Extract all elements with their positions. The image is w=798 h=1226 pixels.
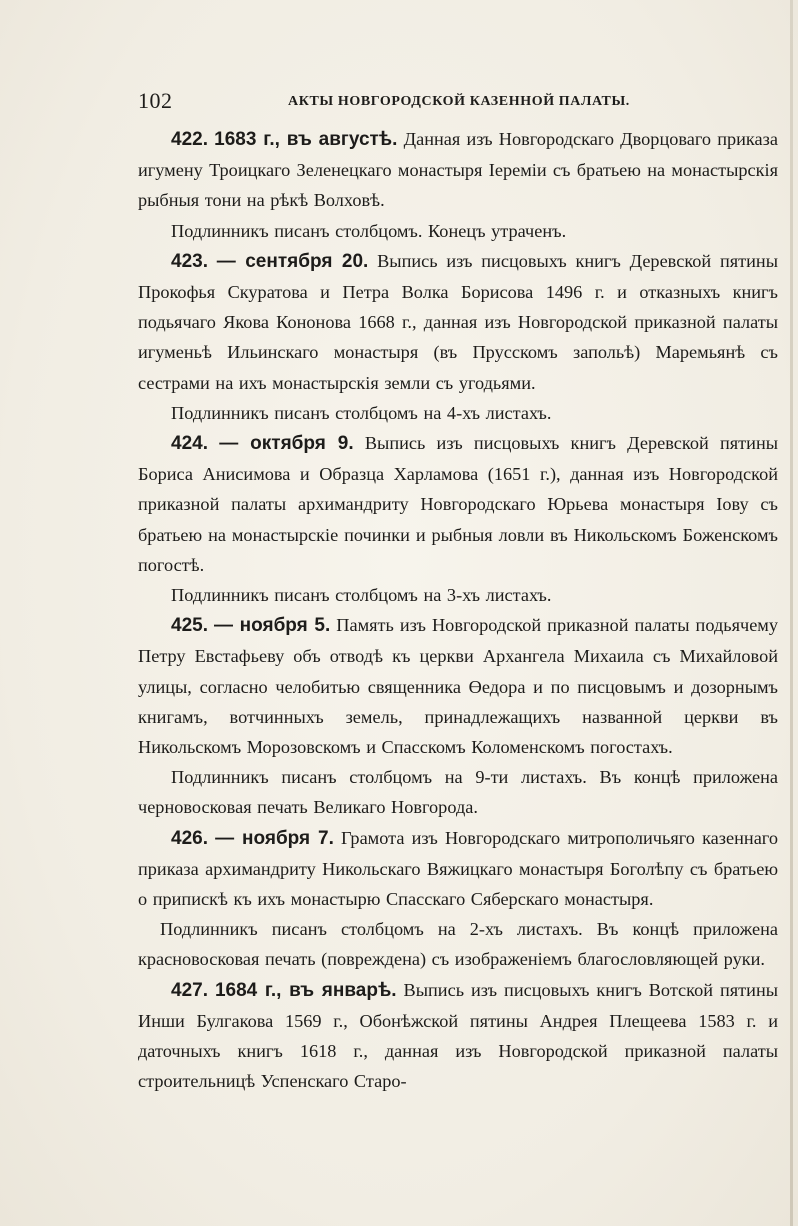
entry-number: 422. bbox=[171, 129, 208, 150]
entry-date: — ноября 5. bbox=[213, 615, 331, 637]
entry-note: Подлинникъ писанъ столбцомъ на 9-ти листахъ. Въ концѣ приложена черновосковая печать Великаго Новгорода. bbox=[138, 767, 778, 818]
entry-date: 1684 г., въ январѣ. bbox=[214, 979, 397, 1001]
entry-427 bbox=[138, 975, 778, 1097]
entry-date: — ноября 7. bbox=[215, 827, 334, 849]
entry-423 bbox=[138, 246, 778, 398]
entry-number: 427. bbox=[171, 979, 208, 1001]
page-edge-shadow bbox=[790, 0, 793, 1226]
entry-number: 424. bbox=[171, 433, 208, 455]
entry-date: — октября 9. bbox=[219, 433, 354, 455]
entry-number: 425. bbox=[171, 615, 208, 637]
entry-422 bbox=[138, 124, 778, 216]
page-body bbox=[138, 124, 778, 1097]
entry-note: Подлинникъ писанъ столбцомъ на 4-хъ листахъ. bbox=[171, 402, 552, 423]
entry-note: Подлинникъ писанъ столбцомъ на 2-хъ листахъ. Въ концѣ приложена красновосковая печать (повреждена) съ изображеніемъ благословляющей руки. bbox=[138, 919, 778, 970]
entry-date: 1683 г., въ августѣ. bbox=[214, 129, 398, 150]
entry-number: 426. bbox=[171, 827, 208, 849]
entry-text: Выпись изъ писцовыхъ книгъ Деревской пятины Прокофья Скуратова и Петра Волка Борисова 1496 г. и отказныхъ книгъ подьячаго Якова Кононова 1668 г., данная изъ Новгородской приказной палаты игуменьѣ Ильинскаго монастыря (въ Прусскомъ запольѣ) Маремьянѣ съ сестрами на ихъ монастырскія земли съ угодьями. bbox=[138, 250, 778, 393]
running-head: АКТЫ НОВГОРОДСКОЙ КАЗЕННОЙ ПАЛАТЫ. bbox=[288, 94, 630, 109]
entry-text: Данная изъ Новгородскаго Дворцоваго приказа игумену Троицкаго Зеленецкаго монастыря Іереміи съ братьею на монастырскія рыбныя тони на рѣкѣ Волховѣ. bbox=[138, 129, 778, 211]
entry-text: Память изъ Новгородской приказной палаты подьячему Петру Евстафьеву объ отводѣ къ церкви Архангела Михаила съ Михайловой улицы, согласно челобитью священника Өедора и по писцовымъ и дозорнымъ книгамъ, вотчинныхъ земель, принадлежащихъ названной церкви въ Никольскомъ Морозовскомъ и Спасскомъ Коломенскомъ погостахъ. bbox=[138, 615, 779, 758]
entry-date: — сентября 20. bbox=[216, 250, 369, 272]
entry-text: Выпись изъ писцовыхъ книгъ Вотской пятины Инши Булгакова 1569 г., Обонѣжской пятины Андрея Плещеева 1583 г. и даточныхъ книгъ 1618 г., данная изъ Новгородской приказной палаты строительницѣ Успенскаго Старо- bbox=[138, 979, 779, 1092]
entry-425 bbox=[138, 610, 778, 762]
page-number: 102 bbox=[138, 88, 173, 113]
entry-note: Подлинникъ писанъ столбцомъ. Конецъ утраченъ. bbox=[171, 220, 567, 241]
entry-number: 423. bbox=[171, 250, 208, 272]
entry-text: Выпись изъ писцовыхъ книгъ Деревской пятины Бориса Анисимова и Образца Харламова (1651 г.), данная изъ Новгородской приказной палаты архимандриту Новгородскаго Юрьева монастыря Іову съ братьею на монастырскіе починки и рыбныя ловли въ Никольскомъ Боженскомъ погостѣ. bbox=[138, 433, 779, 575]
entry-text: Грамота изъ Новгородскаго митрополичьяго казеннаго приказа архимандриту Никольскаго Вяжицкаго монастыря Боголѣпу съ братьею о припискѣ къ ихъ монастырю Спасскаго Сяберскаго монастыря. bbox=[138, 827, 778, 910]
entry-424 bbox=[138, 428, 778, 580]
entry-426 bbox=[138, 823, 778, 915]
page-header bbox=[138, 88, 778, 116]
entry-note: Подлинникъ писанъ столбцомъ на 3-хъ листахъ. bbox=[171, 585, 552, 606]
